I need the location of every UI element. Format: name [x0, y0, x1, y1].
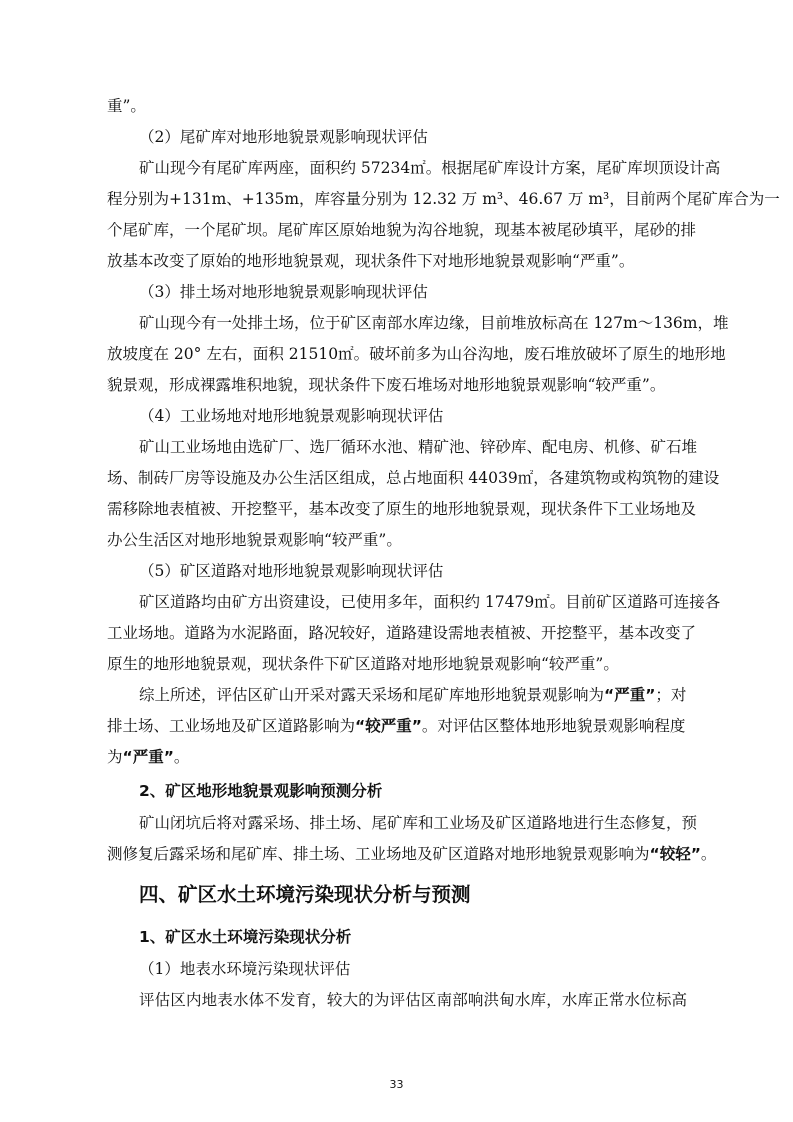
text-line: 重”。 — [107, 97, 146, 115]
text-line: 矿山现今有一处排土场，位于矿区南部水库边缘，目前堆放标高在 127m～136m，堆 — [139, 314, 729, 332]
subheading-surface-water: （1）地表水环境污染现状评估 — [139, 960, 351, 978]
subheading-roads: （5）矿区道路对地形地貌景观影响现状评估 — [139, 562, 444, 580]
summary-text: 为 — [107, 748, 123, 766]
text-line: 矿山工业场地由选矿厂、选厂循环水池、精矿池、锌砂库、配电房、机修、矿石堆 — [139, 438, 698, 456]
text-line: 工业场地。道路为水泥路面，路况较好，道路建设需地表植被、开挖整平，基本改变了 — [107, 624, 697, 642]
prediction-line: 矿山闭坑后将对露采场、排土场、尾矿库和工业场及矿区道路地进行生态修复，预 — [139, 814, 698, 832]
summary-line — [139, 684, 719, 706]
text-line: 貌景观，形成裸露堆积地貌，现状条件下废石堆场对地形地貌景观影响“较严重”。 — [107, 376, 666, 394]
text-line: 矿山现今有尾矿库两座，面积约 57234㎡。根据尾矿库设计方案，尾矿库坝顶设计高 — [139, 159, 721, 177]
subheading-industrial: （4）工业场地对地形地貌景观影响现状评估 — [139, 407, 444, 425]
subheading-dump: （3）排土场对地形地貌景观影响现状评估 — [139, 283, 428, 301]
text-line: 原生的地形地貌景观，现状条件下矿区道路对地形地貌景观影响“较严重”。 — [107, 655, 619, 673]
page-number: 33 — [389, 1078, 404, 1091]
summary-line — [107, 715, 687, 737]
heading-prediction: 2、矿区地形地貌景观影响预测分析 — [139, 782, 383, 800]
prediction-text: 。 — [700, 845, 717, 863]
text-line: 放坡度在 20° 左右，面积 21510㎡。破坏前多为山谷沟地，废石堆放破坏了原生的地形地 — [107, 345, 726, 363]
section-title: 四、矿区水土环境污染现状分析与预测 — [139, 883, 471, 906]
text-line: 程分别为+131m、+135m，库容量分别为 12.32 万 m³、46.67 万 m³，目前两个尾矿库合为一 — [107, 190, 780, 208]
summary-text: ；对 — [655, 686, 687, 704]
summary-emphasis: “严重” — [122, 748, 174, 766]
text-line: 场、制砖厂房等设施及办公生活区组成，总占地面积 44039㎡，各建筑物或构筑物的建设 — [107, 469, 720, 487]
summary-text: 。 — [173, 748, 190, 766]
summary-emphasis: “较严重” — [355, 717, 422, 735]
subheading-tailings: （2）尾矿库对地形地貌景观影响现状评估 — [139, 128, 428, 146]
prediction-emphasis: “较轻” — [649, 845, 701, 863]
heading-water: 1、矿区水土环境污染现状分析 — [139, 928, 352, 946]
text-line: 放基本改变了原始的地形地貌景观，现状条件下对地形地貌景观影响“严重”。 — [107, 252, 635, 270]
summary-emphasis: “严重” — [604, 686, 656, 704]
prediction-text: 测修复后露采场和尾矿库、排土场、工业场地及矿区道路对地形地貌景观影响为 — [107, 845, 650, 863]
text-line: 需移除地表植被、开挖整平，基本改变了原生的地形地貌景观，现状条件下工业场地及 — [107, 500, 697, 518]
text-line: 个尾矿库，一个尾矿坝。尾矿库区原始地貌为沟谷地貌，现基本被尾砂填平，尾砂的排 — [107, 221, 697, 239]
summary-text: 综上所述，评估区矿山开采对露天采场和尾矿库地形地貌景观影响为 — [139, 686, 605, 704]
text-line: 矿区道路均由矿方出资建设，已使用多年，面积约 17479㎡。目前矿区道路可连接各 — [139, 593, 721, 611]
summary-line — [107, 746, 687, 768]
summary-text: 排土场、工业场地及矿区道路影响为 — [107, 717, 356, 735]
text-line: 办公生活区对地形地貌景观影响“较严重”。 — [107, 531, 402, 549]
text-line: 评估区内地表水体不发育，较大的为评估区南部响洪甸水库，水库正常水位标高 — [139, 991, 687, 1009]
summary-text: 。对评估区整体地形地貌景观影响程度 — [421, 717, 686, 735]
prediction-line — [107, 843, 717, 865]
